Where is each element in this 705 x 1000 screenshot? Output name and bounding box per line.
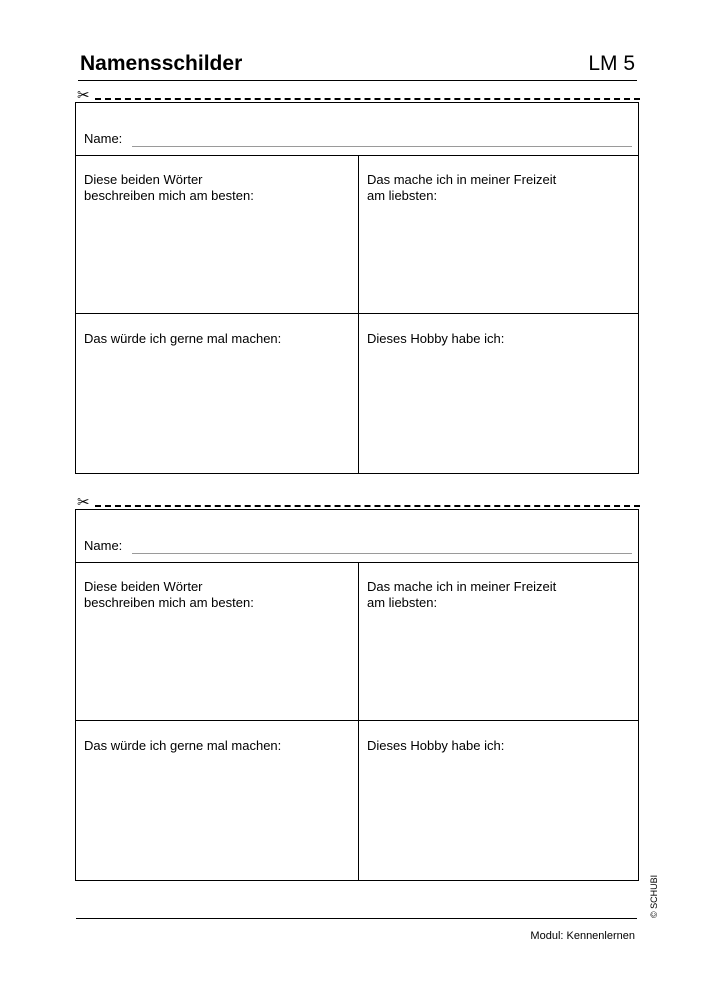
dashed-line — [95, 98, 640, 100]
name-label: Name: — [84, 131, 123, 146]
cell-hobby[interactable] — [359, 314, 639, 473]
cell-text: Das mache ich in meiner Freizeit — [367, 172, 557, 187]
footer-divider — [76, 918, 637, 919]
cell-free-time[interactable] — [359, 562, 639, 720]
page-title: Namensschilder — [80, 52, 243, 75]
cell-text: Das würde ich gerne mal machen: — [84, 738, 282, 753]
name-row — [76, 510, 638, 563]
cell-text: beschreiben mich am besten: — [84, 188, 254, 203]
name-label: Name: — [84, 538, 123, 553]
name-card-1 — [75, 102, 639, 474]
cell-text: beschreiben mich am besten: — [84, 595, 254, 610]
page-header — [78, 52, 637, 81]
cell-hobby[interactable] — [359, 721, 639, 880]
cell-text: Diese beiden Wörter — [84, 172, 203, 187]
worksheet-code: LM 5 — [588, 52, 635, 75]
cell-would-like[interactable] — [76, 721, 358, 880]
cell-two-words[interactable] — [76, 155, 358, 313]
name-row — [76, 103, 638, 156]
copyright-notice: © SCHUBI — [649, 874, 659, 918]
cell-text: Dieses Hobby habe ich: — [367, 738, 505, 753]
cell-text: Das mache ich in meiner Freizeit — [367, 579, 557, 594]
scissors-icon: ✂ — [77, 494, 90, 511]
cell-text: Diese beiden Wörter — [84, 579, 203, 594]
cell-text: Dieses Hobby habe ich: — [367, 331, 505, 346]
scissors-icon: ✂ — [77, 87, 90, 104]
cell-text: am liebsten: — [367, 595, 438, 610]
cell-free-time[interactable] — [359, 155, 639, 313]
cell-would-like[interactable] — [76, 314, 358, 473]
module-label: Modul: Kennenlernen — [530, 930, 635, 942]
cell-text: Das würde ich gerne mal machen: — [84, 331, 282, 346]
cell-two-words[interactable] — [76, 562, 358, 720]
name-write-line[interactable] — [132, 146, 632, 147]
dashed-line — [95, 505, 640, 507]
name-write-line[interactable] — [132, 553, 632, 554]
name-card-2 — [75, 509, 639, 881]
cell-text: am liebsten: — [367, 188, 438, 203]
